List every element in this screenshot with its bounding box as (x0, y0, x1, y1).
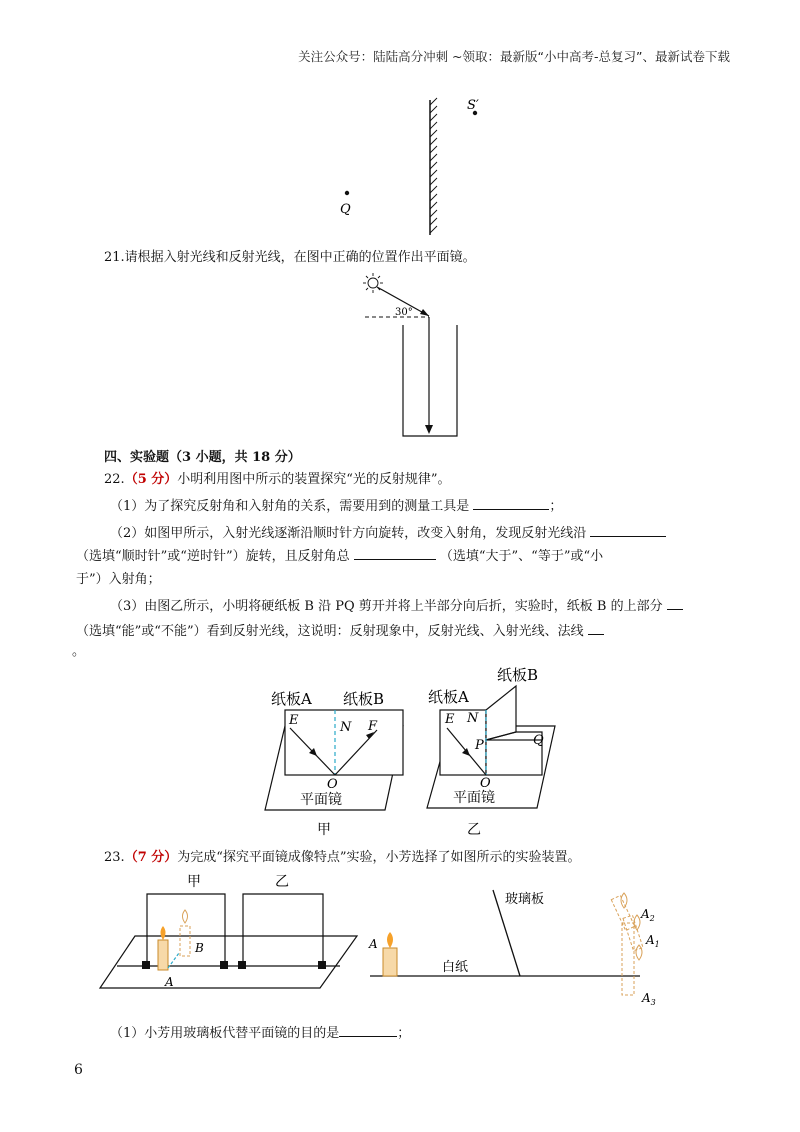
figure-q23-right (368, 890, 660, 1007)
frame-yi (243, 894, 323, 966)
arrow-head (425, 425, 433, 434)
label-n: N (340, 720, 352, 735)
mirror-hatching (430, 98, 437, 233)
label-a: A (369, 937, 378, 951)
label-s-prime: S′ (467, 98, 479, 113)
page-header: 关注公众号：陆陆高分冲刺 ~领取：最新版“小中高考-总复习”、最新试卷下载 (298, 49, 730, 64)
q23-p1: （1）小芳用玻璃板代替平面镜的目的是 ； (110, 1022, 410, 1044)
label-p: P (475, 738, 484, 753)
answer-blank[interactable] (590, 522, 666, 537)
figure-q23-left (100, 874, 357, 989)
flame-image-icon (636, 945, 642, 960)
flame-icon (161, 926, 166, 940)
label-e: E (445, 712, 455, 727)
label-e: E (289, 713, 299, 728)
q22-p1: （1）为了探究反射角和入射角的关系，需要用到的测量工具是 ； (110, 495, 562, 517)
label-n: N (467, 711, 479, 726)
section-title: 四、实验题（3 小题，共 18 分） (104, 450, 301, 465)
label-mirror: 平面镜 (300, 792, 342, 808)
label-f: F (368, 719, 378, 734)
flame-image-icon (621, 893, 627, 908)
label-a3: $A_3$ (642, 991, 656, 1007)
figure-yi (427, 666, 555, 838)
label-board-a: 纸板A (428, 688, 469, 706)
label-board-a: 纸板A (271, 690, 312, 708)
label-a: A (165, 975, 174, 989)
caption-yi: 乙 (467, 822, 481, 838)
q22-p3c: 。 (72, 644, 86, 659)
arrow-head (420, 309, 429, 316)
q22-p3a: （3）由图乙所示，小明将硬纸板 B 沿 PQ 剪开并将上半部分向后折，实验时，纸板 B 的上部分 (110, 595, 683, 617)
candle-image (180, 926, 190, 956)
label-board-b: 纸板B (497, 666, 539, 684)
figure-q21 (355, 270, 465, 440)
label-o: O (480, 776, 491, 791)
answer-blank[interactable] (354, 545, 436, 560)
label-q: Q (533, 733, 544, 748)
label-b: B (195, 941, 204, 955)
label-a1: $A_1$ (646, 933, 660, 949)
q21-text: 21.请根据入射光线和反射光线，在图中正确的位置作出平面镜。 (104, 250, 476, 265)
candle-a (158, 940, 168, 970)
q22-p2c: 于”）入射角； (76, 572, 161, 587)
answer-blank[interactable] (588, 620, 604, 635)
candle-a (383, 948, 397, 976)
container (403, 325, 457, 436)
q22-p3b: （选填“能”或“不能”）看到反射光线，这说明：反射现象中，反射光线、入射光线、法线 (76, 620, 604, 642)
label-q: Q (340, 202, 351, 217)
label-glass: 玻璃板 (505, 892, 545, 907)
q22-p2b: （选填“顺时针”或“逆时针”）旋转，且反射角总 （选填“大于”、“等于”或“小 (76, 545, 603, 567)
figure-q20 (330, 95, 500, 240)
label-o: O (327, 777, 338, 792)
answer-blank[interactable] (667, 595, 683, 610)
flame-image-icon (183, 910, 188, 923)
label-mirror: 平面镜 (453, 790, 495, 806)
folded-board (486, 686, 516, 740)
figure-q23 (95, 868, 675, 1008)
q22-p2a: （2）如图甲所示，入射光线逐渐沿顺时针方向旋转，改变入射角，发现反射光线沿 (110, 522, 666, 544)
answer-blank[interactable] (339, 1022, 397, 1037)
label-a2: $A_2$ (641, 907, 655, 923)
label-yi: 乙 (275, 874, 289, 890)
page-number: 6 (74, 1062, 83, 1078)
label-paper: 白纸 (442, 960, 469, 975)
point-q (345, 191, 349, 195)
sun-icon (363, 273, 383, 293)
figure-jia (265, 690, 403, 838)
label-board-b: 纸板B (343, 690, 385, 708)
q23-intro: 23.（7 分）为完成“探究平面镜成像特点”实验，小芳选择了如图所示的实验装置。 (104, 850, 581, 865)
angle-label: 30° (395, 307, 413, 318)
figure-q22 (255, 660, 575, 840)
label-jia: 甲 (187, 874, 201, 890)
caption-jia: 甲 (317, 822, 331, 838)
flame-icon (387, 932, 393, 948)
q22-intro: 22.（5 分）小明利用图中所示的装置探究“光的反射规律”。 (104, 472, 451, 487)
answer-blank[interactable] (473, 495, 549, 510)
